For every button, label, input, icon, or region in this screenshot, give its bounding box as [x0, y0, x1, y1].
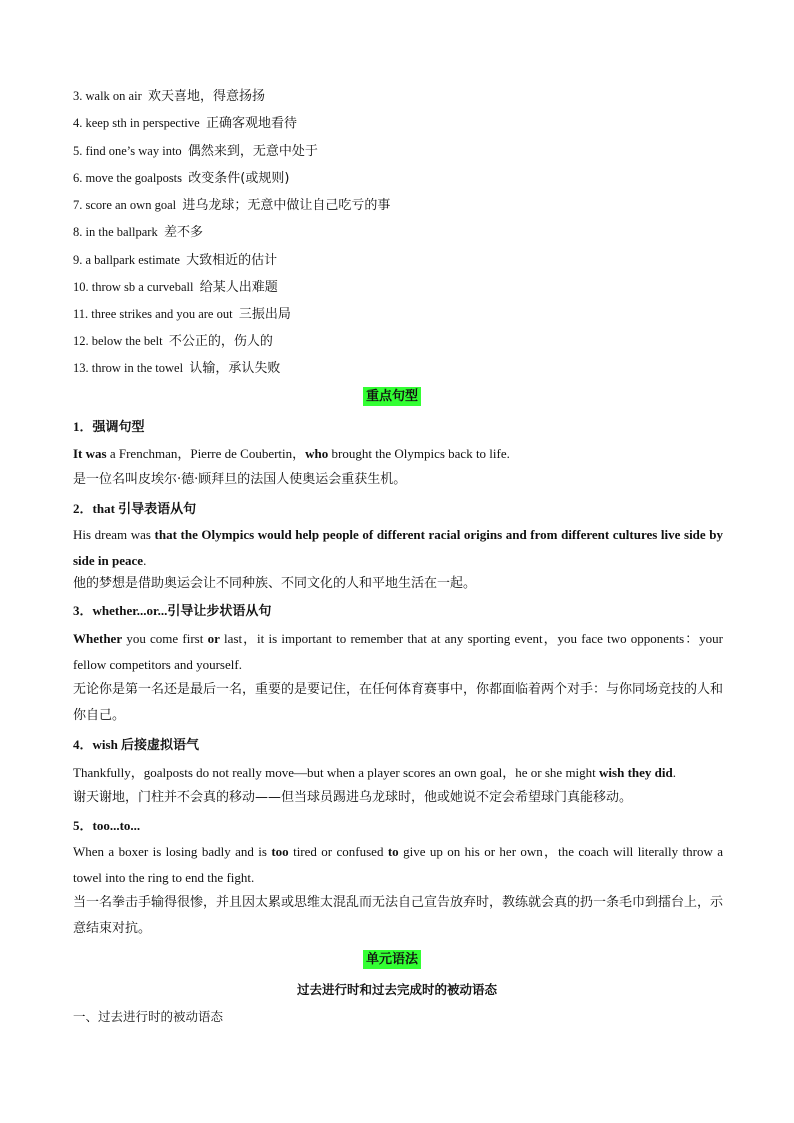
vocab-item: 12. below the belt 不公正的，伤人的	[73, 334, 273, 349]
vocab-item: 5. find one’s way into 偶然来到，无意中处于	[73, 144, 318, 159]
vocab-item: 13. throw in the towel 认输，承认失败	[73, 361, 281, 376]
section-heading-grammar: 单元语法	[363, 950, 421, 969]
vocab-item: 3. walk on air 欢天喜地，得意扬扬	[73, 89, 265, 104]
sentence-4-example: Thankfully，goalposts do not really move—but when a player scores an own goal，he or she might wish they did.	[73, 765, 676, 780]
vocab-item: 4. keep sth in perspective 正确客观地看待	[73, 116, 297, 131]
sentence-3-heading: 3．whether...or...引导让步状语从句	[73, 603, 272, 618]
sentence-4-heading: 4．wish 后接虚拟语气	[73, 737, 200, 752]
vocab-item: 8. in the ballpark 差不多	[73, 225, 203, 240]
vocab-item: 6. move the goalposts 改变条件(或规则)	[73, 171, 290, 186]
sentence-1-heading: 1．强调句型	[73, 419, 145, 435]
sentence-3-translation: 无论你是第一名还是最后一名，重要的是要记住，在任何体育赛事中，你都面临着两个对手：与你同场竞技的人和你自己。	[73, 682, 724, 723]
grammar-title: 过去进行时和过去完成时的被动语态	[296, 982, 497, 997]
vocab-item: 10. throw sb a curveball 给某人出难题	[73, 280, 278, 295]
sentence-4-translation: 谢天谢地，门柱并不会真的移动——但当球员踢进乌龙球时，他或她说不定会希望球门真能移动。	[73, 790, 633, 805]
sentence-1-translation: 是一位名叫皮埃尔·德·顾拜旦的法国人使奥运会重获生机。	[73, 472, 407, 487]
section-heading-key-sentences: 重点句型	[363, 387, 421, 406]
sentence-5-translation: 当一名拳击手输得很惨，并且因太累或思维太混乱而无法自己宣告放弃时，教练就会真的扔一条毛巾到擂台上，示意结束对抗。	[73, 895, 724, 936]
sentence-2-example: His dream was that the Olympics would help people of different racial origins and from different cultures live side by side in peace.	[73, 527, 723, 568]
vocab-item: 11. three strikes and you are out 三振出局	[73, 307, 291, 322]
sentence-1-example: It was a Frenchman，Pierre de Coubertin，who brought the Olympics back to life.	[73, 446, 510, 461]
vocab-item: 7. score an own goal 进乌龙球；无意中做让自己吃亏的事	[73, 198, 391, 213]
vocab-item: 9. a ballpark estimate 大致相近的估计	[73, 253, 278, 268]
sentence-5-heading: 5．too...to...	[73, 818, 141, 833]
sentence-2-translation: 他的梦想是借助奥运会让不同种族、不同文化的人和平地生活在一起。	[73, 576, 477, 591]
sentence-2-heading: 2．that 引导表语从句	[73, 501, 197, 516]
sentence-3-example: Whether you come first or last，it is important to remember that at any sporting event，you face two opponents：your fellow competitors and yourself.	[73, 631, 723, 672]
sentence-5-example: When a boxer is losing badly and is too tired or confused to give up on his or her own，the coach will literally throw a towel into the ring to end the fight.	[73, 844, 724, 885]
grammar-subheading: 一、过去进行时的被动语态	[73, 1009, 224, 1024]
